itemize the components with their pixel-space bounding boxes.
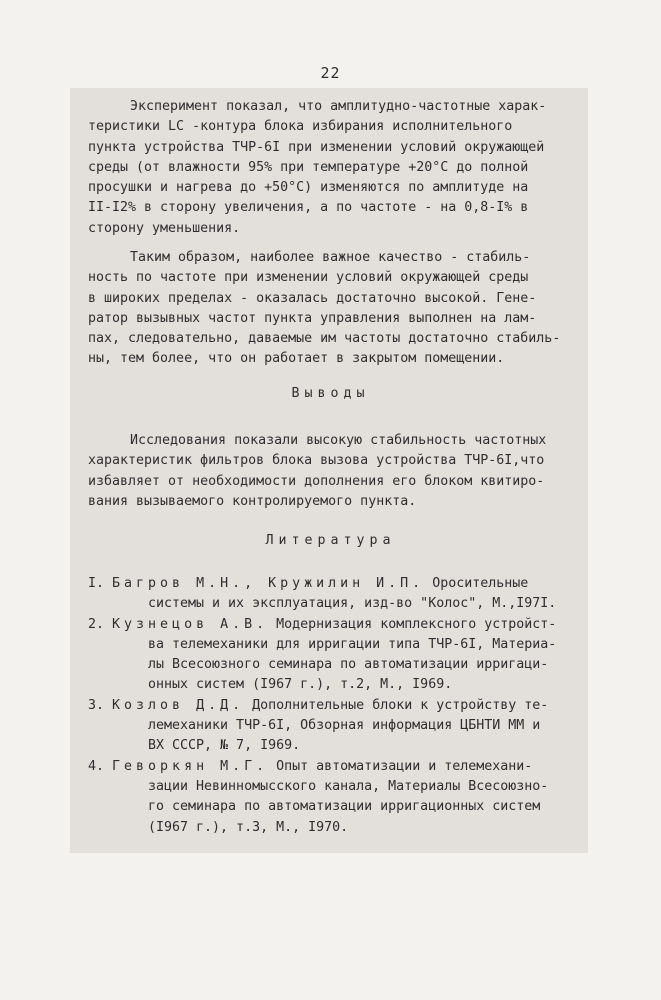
- text-line: Исследования показали высокую стабильность частотных: [130, 433, 547, 448]
- text-line: вания вызываемого контролируемого пункта.: [88, 493, 417, 509]
- paragraph-findings: [88, 431, 583, 512]
- reference-item: [88, 696, 588, 757]
- reference-line: ВХ СССР, № 7, I969.: [148, 738, 301, 754]
- text-line: теристики LC -контура блока избирания исполнительного: [88, 119, 513, 135]
- reference-first-line: [88, 696, 588, 716]
- literature-heading: Литература: [265, 533, 396, 548]
- reference-number: 4.: [88, 758, 105, 774]
- reference-first-line: [88, 757, 588, 777]
- reference-first-line: [88, 574, 588, 594]
- reference-text: Оросительные: [432, 576, 529, 591]
- text-line: среды (от влажности 95% при температуре +20°С до полной: [88, 159, 529, 175]
- reference-author: Багров М.Н., Кружилин И.П.: [112, 576, 425, 591]
- text-line: ны, тем более, что он работает в закрытом помещении.: [88, 351, 505, 367]
- reference-line: системы и их эксплуатация, изд-во "Колос", М.,I97I.: [148, 596, 557, 612]
- text-line: Таким образом, наиболее важное качество - стабиль-: [130, 250, 531, 265]
- reference-number: 3.: [88, 697, 105, 713]
- reference-author: Геворкян М.Г.: [112, 758, 269, 774]
- text-line: избавляет от необходимости дополнения его блоком квитиро-: [88, 473, 545, 489]
- text-line: II-I2% в сторону увеличения, а по частоте - на 0,8-I% в: [88, 200, 529, 216]
- page-number: 22: [320, 64, 341, 82]
- reference-text: Модернизация комплексного устройст-: [276, 616, 557, 632]
- reference-line: (I967 г.), т.3, М., I970.: [148, 819, 349, 835]
- reference-author: Кузнецов А.В.: [112, 616, 269, 632]
- reference-text: Опыт автоматизации и телемехани-: [276, 758, 533, 774]
- text-line: просушки и нагрева до +50°С) изменяются по амплитуде на: [88, 180, 529, 196]
- reference-line: зации Невинномысского канала, Материалы Всесоюзно-: [148, 778, 549, 794]
- paragraph-experiment: [88, 97, 583, 239]
- text-line: характеристик фильтров блока вызова устройства ТЧР-6I,что: [88, 453, 545, 469]
- reference-line: го семинара по автоматизации ирригационных систем: [148, 799, 541, 815]
- reference-number: 2.: [88, 616, 105, 632]
- text-line: сторону уменьшения.: [88, 220, 241, 236]
- reference-number: I.: [88, 576, 105, 591]
- text-line: пункта устройства ТЧР-6I при изменении условий окружающей: [88, 139, 545, 155]
- reference-item: [88, 574, 588, 615]
- text-line: ность по частоте при изменении условий окружающей среды: [88, 270, 529, 286]
- text-line: ратор вызывных частот пункта управления выполнен на лам-: [88, 310, 537, 326]
- reference-item: [88, 615, 588, 696]
- reference-author: Козлов Д.Д.: [112, 697, 245, 713]
- reference-line: лы Всесоюзного семинара по автоматизации ирригаци-: [148, 657, 549, 673]
- paragraph-conclusion-stability: [88, 248, 583, 370]
- reference-text: Дополнительные блоки к устройству те-: [252, 697, 549, 713]
- reference-list: [88, 574, 588, 838]
- conclusions-heading: Выводы: [291, 386, 370, 401]
- reference-line: ва телемеханики для ирригации типа ТЧР-6I, Материа-: [148, 636, 557, 652]
- text-line: Эксперимент показал, что амплитудно-частотные харак-: [130, 99, 547, 114]
- reference-line: лемеханики ТЧР-6I, Обзорная информация ЦБНТИ ММ и: [148, 718, 541, 734]
- text-line: в широких пределах - оказалась достаточно высокой. Гене-: [88, 290, 537, 306]
- reference-item: [88, 757, 588, 838]
- reference-first-line: [88, 615, 588, 635]
- reference-line: онных систем (I967 г.), т.2, М., I969.: [148, 677, 453, 693]
- text-line: пах, следовательно, даваемые им частоты достаточно стабиль-: [88, 331, 561, 347]
